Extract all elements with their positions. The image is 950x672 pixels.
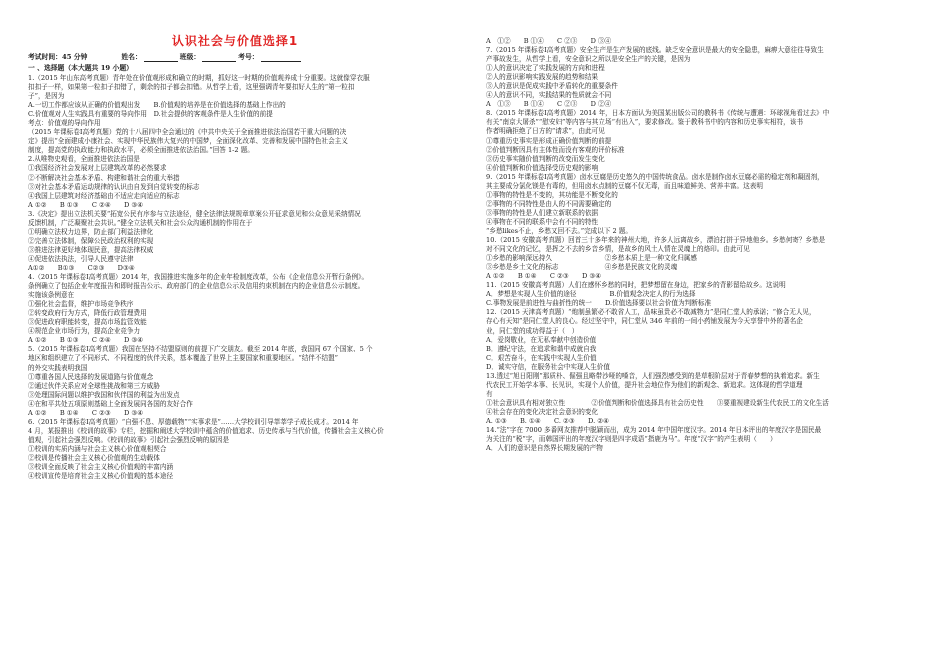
text-line: A. ①③ B. ①④ C. ②③ D. ②④	[486, 416, 610, 425]
text-line: 为关注的“税”字，而韩国评出的年度汉字则是四字成语“指鹿为马”。年度“汉字”的产生表明（ ）	[486, 435, 777, 444]
text-line: 子”，是因为	[28, 92, 65, 101]
text-line: ③处理国际问题以维护我国和伙伴国的利益为出发点	[28, 390, 180, 399]
text-line: ①我国经济社会发展对上层建筑改革的必然要求	[28, 164, 167, 173]
exam-no-blank[interactable]	[261, 61, 301, 62]
text-line: ③校训全面反映了社会主义核心价值观的丰富内涵	[28, 463, 174, 472]
text-line: ③乡愁是乡土文化的标志 ④乡愁是民族文化的灵魂	[486, 263, 678, 272]
text-line: 制度，提高党的执政能力和执政水平，必须全面推进依法治国。”回答 1-2 题。	[28, 146, 254, 155]
text-line: ①事物的特性是不变的，其功能是不断变化的	[486, 190, 618, 199]
class-blank[interactable]	[202, 61, 236, 62]
text-line: 3.《决定》提出立法机关要“拓宽公民有序参与立法途径，健全法律法规规章草案公开征求意见和公众意见采纳情况	[28, 209, 361, 218]
text-line: A ①② B ①④ C ②③ D ③④	[486, 37, 612, 45]
text-line: ②事物的不同特性是由人的不同需要确定的	[486, 199, 612, 208]
text-line: （2015 年课标卷Ⅰ高考真题）党的十八届四中全会通过的《中共中央关于全面推进依法治国若干重大问题的决	[28, 128, 347, 137]
section-heading: 一 、选择题（本大题共 19 小题）	[28, 64, 133, 72]
text-line: 对不同文化的记忆，是挥之不去的乡音乡情，是故乡的风土人情在灵魂上的烙印。由此可见	[486, 245, 750, 254]
text-line: ④校训宣传是培育社会主义核心价值观的基本途径	[28, 472, 174, 481]
text-line: ④事物在不同的联系中会有不同的特性	[486, 217, 599, 226]
exam-info	[28, 53, 303, 62]
text-line: ②校训是传播社会主义核心价值观的生动载体	[28, 453, 160, 462]
text-line: ①尊重各国人民选择的发展道路与价值观念	[28, 372, 154, 381]
text-line: ①社会意识具有相对独立性 ②价值判断和价值选择具有社会历史性 ③要重视建设新生代农民工的文化生活	[486, 398, 829, 407]
text-line: ①明确立法权力边界，防止部门利益法律化	[28, 227, 154, 236]
text-line: “乡愁likes不止，乡愁又回不去。”完成以下 2 题。	[486, 226, 633, 235]
text-line: 值观，引起社会强烈反响。《校训的故事》引起社会强烈反响的原因是	[28, 435, 230, 444]
text-line: ④规范企业市场行为，提高企业竞争力	[28, 327, 141, 336]
text-line: ②价值判断因具有主体性而没有客观的评价标准	[486, 145, 625, 154]
text-line: ①强化社会监督，维护市场竞争秩序	[28, 300, 134, 309]
text-line: A ①③ B ①④ C ②③ D ②④	[486, 100, 612, 109]
text-line: A ①② B ①③ C ②④ D ③④	[28, 200, 144, 209]
text-line: 4 月，某报推出《校训的故事》专栏，挖掘和阐述大学校训中蕴含的价值追求、历史传承与当代价值，传播社会主义核心价	[28, 426, 384, 435]
text-line: C.价值观对人生实践具有重要的导向作用 D.社会提供的客观条件是人生价值的前提	[28, 110, 273, 119]
text-line: 13.透过“旭日阳刚”那质朴、倔强且略带沙哑的嗓音，人们强烈感受到的是草根阶层对于青春梦想的执着追求。新生	[486, 371, 820, 380]
text-line: ④社会存在的变化决定社会意识的变化	[486, 407, 599, 416]
name-label: 姓名：	[121, 53, 142, 61]
text-line: 12.（2015 天津高考真题）“炮制虽繁必不敢省人工，品味虽贵必不敢减物力”是同仁堂人的承诺；“修合无人见，	[486, 308, 816, 317]
text-line: 考点：价值观的导向作用	[28, 119, 101, 128]
text-line: A①② B①③ C②③ D③④	[28, 263, 135, 272]
text-line: A．梦想是实现人生价值的途径 B.价值观念决定人的行为选择	[486, 290, 696, 299]
text-line: ③事物的特性是人们建立新联系的依据	[486, 208, 599, 217]
text-line: C．艰苦奋斗，在实践中实现人生价值	[486, 353, 597, 362]
text-line: ②通过伙伴关系应对全球性挑战和第三方威胁	[28, 381, 160, 390]
text-line: ①尊重历史事实是形成正确价值判断的前提	[486, 136, 612, 145]
text-line: ②转变政府行为方式，降低行政管理费用	[28, 309, 147, 318]
text-line: 14.“法”字在 7000 多番网友推荐中脱颖而出，成为 2014 年中国年度汉字。2014 年日本评出的年度汉字是国民最	[486, 426, 822, 435]
text-line: 产事故发生，从哲学上看，安全意识之所以是安全生产的关键，是因为	[486, 55, 691, 64]
text-line: ④在和平共处五项原则基础上全面发展同各国的友好合作	[28, 399, 193, 408]
left-column	[28, 74, 468, 481]
text-line: ①乡愁的影响深远持久 ②乡愁本质上是一种文化归属感	[486, 254, 697, 263]
text-line: 其主要成分氯化镁是有毒的，但用卤水点制的豆腐不仅无毒，而且味道鲜美、营养丰富。这表明	[486, 181, 763, 190]
text-line: D．诚实守信，在服务社会中实现人生价值	[486, 362, 610, 371]
text-line: ④价值判断和价值选择受历史观的影响	[486, 163, 599, 172]
text-line: ①校训的实质内涵与社会主义核心价值观相契合	[28, 444, 167, 453]
text-line: B．遵纪守法，在追求和谐中成就自我	[486, 344, 597, 353]
text-line: 5.（2015 年课标卷Ⅰ高考真题）我国在坚持不结盟原则的前提下广交朋友。截至 2014 年底，我国同 67 个国家、5 个	[28, 345, 373, 354]
text-line: ③人的意识是促成实践中矛盾转化的重要条件	[486, 82, 618, 91]
text-line: 代农民工开始学本事、长见识，实现个人价值，提升社会地位作为他们的新观念、新追求。这体现的哲学道理	[486, 380, 803, 389]
text-line: ③对社会基本矛盾运动规律的认识由自发到自觉转变的标志	[28, 182, 200, 191]
text-line: 9.（2015 年课标卷Ⅰ高考真题）卤水豆腐是历史悠久的中国传统食品。卤水是制作卤水豆腐必需的稳定剂和凝固剂，	[486, 172, 824, 181]
time-label: 考试时间：45 分钟	[28, 53, 88, 61]
text-line: 有	[486, 389, 493, 398]
text-line: 实施该条例意在	[28, 291, 75, 300]
text-line: ③促进政府职能转变，提高市场监管效能	[28, 318, 147, 327]
text-line: 反馈机制，广泛凝聚社会共识。”健全立法机关和社会公众沟通机制的作用在于	[28, 218, 253, 227]
text-line: 6.（2015 年课标卷Ⅰ高考真题）“自强不息、厚德载物”“实事求是”……大学校训引导莘莘学子成长成才。2014 年	[28, 417, 359, 426]
text-line: ①人的意识决定了实践发展的方向和进程	[486, 64, 605, 73]
exam-no-label: 考号：	[238, 53, 259, 61]
text-line: 11.（2015 安徽高考真题）人们在感怀乡愁的同时，把梦想留在身边，把家乡的背影留给故乡。这说明	[486, 281, 786, 290]
text-line: 2.从唯物史观看，全面推进依法治国是	[28, 155, 140, 164]
text-line: ②不断解决社会基本矛盾、构建和谐社会的重大举措	[28, 173, 180, 182]
text-line: ③推进法律更好地体现民意，提高法律权威	[28, 245, 154, 254]
text-line: 存心有天知”是同仁堂人的良心。经过坚守中，同仁堂从 346 年前的一间小药铺发展为今天享誉中外的著名企	[486, 317, 803, 326]
right-column	[486, 37, 926, 453]
text-line: 有关“南京大屠杀”“慰安妇”等内容与其立场“有出入”，要求修改。鉴于教科书中的内容和历史事实相符，该书	[486, 118, 803, 127]
text-line: ④我国上层建筑对经济基础由不适应走向适应的标志	[28, 191, 180, 200]
text-line: ④人的意识不同，实践结果的性质就会不同	[486, 91, 612, 100]
class-label: 班级：	[179, 53, 201, 61]
text-line: 定》提出“全面建成小康社会、实现中华民族伟大复兴的中国梦，全面深化改革、完善和发展中国特色社会主义	[28, 137, 348, 146]
text-line: A．人们的意识是自然界长期发展的产物	[486, 444, 603, 453]
text-line: ②完善立法体制，保障公民政治权利的实现	[28, 236, 154, 245]
text-line: A．爱岗敬业，在无私奉献中创造价值	[486, 335, 597, 344]
text-line: ③历史事实随价值判断的改变而发生变化	[486, 154, 605, 163]
text-line: 条例确立了包括企业年度报告和即时报告公示、政府部门的企业信息公示及信用约束机制在内的企业信息公示制度。	[28, 282, 365, 291]
text-line: ②人的意识影响实践发展的趋势和结果	[486, 73, 599, 82]
text-line: 8.（2015 年课标卷Ⅰ高考真题）2014 年，日本方面认为美国某出版公司的教科书《传统与遭遇：环球视角看过去》中	[486, 109, 830, 118]
text-line: 10.（2015 安徽高考真题）回首三十多年来的神州大地，许多人远离故乡，漂泊打拼于异地他乡。乡愁何寄？乡愁是	[486, 236, 826, 245]
name-blank[interactable]	[144, 61, 178, 62]
text-line: A ①② B ①④ C ②③ D ③④	[486, 272, 602, 281]
text-line: A.一切工作都应该从正确的价值观出发 B.价值观的培养是在价值选择的基础上作出的	[28, 101, 286, 110]
text-line: 的外交实践表明我国	[28, 363, 88, 372]
text-line: 地区和组织建立了不同形式、不同程度的伙伴关系，基本覆盖了世界上主要国家和重要地区。“结伴不结盟”	[28, 354, 339, 363]
text-line: 作者明确拒绝了日方的“请求”，由此可见	[486, 127, 605, 136]
text-line: 1.（2015 年山东高考真题）青年处在价值观形成和确立的时期，抓好这一时期的价值观养成十分重要。这就像穿衣服	[28, 74, 370, 82]
text-line: 7.（2015 年课标卷Ⅰ高考真题）安全生产是生产发展的底线。缺乏安全意识是最大的安全隐患，麻痹大意往往导致生	[486, 46, 824, 55]
text-line: C.事物发展是前进性与曲折性的统一 D.价值选择要以社会价值为判断标准	[486, 299, 712, 308]
text-line: A ①② B ①④ C ②③ D ③④	[28, 408, 144, 417]
page-title: 认识社会与价值选择1	[171, 34, 299, 48]
text-line: A ①② B ①③ C ②④ D ③④	[28, 336, 144, 345]
text-line: 4.（2015 年课标卷Ⅰ高考真题）2014 年，我国推进实施多年的企业年检制度改革，公布《企业信息公开暂行条例》。	[28, 273, 369, 282]
text-line: 业，同仁堂的成功得益于（ ）	[486, 326, 579, 335]
text-line: ④促进依法执法，引导人民遵守法律	[28, 254, 134, 263]
text-line: 扣扣子一样，如果第一粒扣子扣错了，剩余的扣子都会扣错。从哲学上看，这里强调青年要扣好人生的“第一粒扣	[28, 83, 355, 92]
